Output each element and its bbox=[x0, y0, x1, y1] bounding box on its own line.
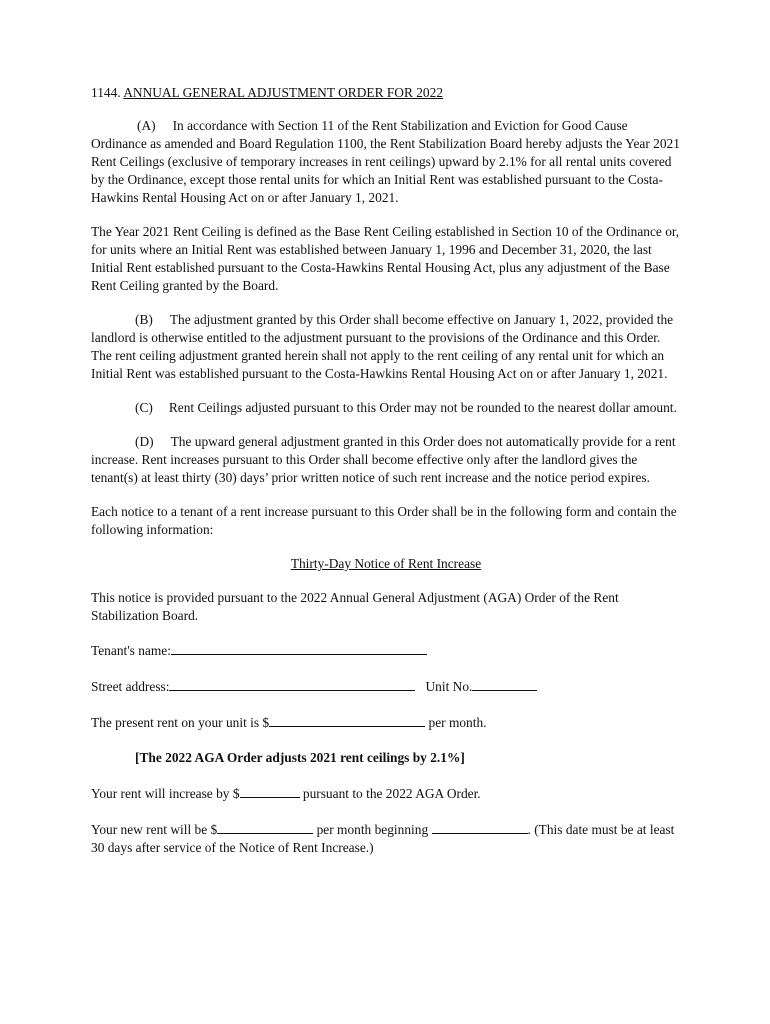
new-rent-label: Your new rent will be $ bbox=[91, 822, 218, 837]
section-a-text: In accordance with Section 11 of the Rent Stabilization and Eviction for Good Cause Ordinance as amended and Board Regulation 1100, the Rent Stabilization Board hereby adjusts the Year 2021 Rent Ceilings (exclusive of temporary increases in rent ceilings) upward by 2.1% for all rental units covered by the Ordinance, except those rental units for which an Initial Rent was established pursuant to the Costa-Hawkins Rental Housing Act on or after January 1, 2021. bbox=[91, 118, 680, 205]
street-address-blank[interactable] bbox=[169, 677, 415, 691]
order-number: 1144. bbox=[91, 85, 121, 100]
aga-bracket-text: [The 2022 AGA Order adjusts 2021 rent ceilings by 2.1%] bbox=[135, 750, 465, 765]
section-c-text: Rent Ceilings adjusted pursuant to this Order may not be rounded to the nearest dollar amount. bbox=[168, 400, 677, 415]
unit-no-blank[interactable] bbox=[472, 677, 537, 691]
rent-increase-label: Your rent will increase by $ bbox=[91, 786, 240, 801]
start-date-blank[interactable] bbox=[432, 820, 528, 834]
per-month-label: per month. bbox=[428, 715, 487, 730]
notice-title-row bbox=[91, 555, 681, 573]
rent-ceiling-definition: The Year 2021 Rent Ceiling is defined as the Base Rent Ceiling established in Section 10 of the Ordinance or, for units where an Initial Rent was established between January 1, 1996 and December 31, 2020, the last Initial Rent established pursuant to the Costa-Hawkins Rental Housing Act, plus any adjustment of the Base Rent Ceiling granted by the Board. bbox=[91, 224, 680, 293]
section-b-paragraph bbox=[91, 311, 681, 383]
section-b-label: (B) bbox=[135, 312, 153, 327]
new-rent-blank[interactable] bbox=[217, 820, 313, 834]
section-d-label: (D) bbox=[135, 434, 154, 449]
tenant-name-row bbox=[91, 641, 681, 660]
new-rent-row bbox=[91, 820, 681, 857]
rent-increase-suffix: pursuant to the 2022 AGA Order. bbox=[302, 786, 481, 801]
section-a-paragraph bbox=[91, 117, 681, 207]
section-c-paragraph bbox=[91, 399, 681, 417]
section-d-paragraph bbox=[91, 433, 681, 487]
document-page bbox=[91, 84, 681, 857]
order-heading bbox=[91, 84, 681, 102]
tenant-name-label: Tenant's name: bbox=[91, 643, 171, 658]
notice-intro-text: This notice is provided pursuant to the 2022 Annual General Adjustment (AGA) Order of the Rent Stabilization Board. bbox=[91, 590, 619, 623]
notice-title: Thirty-Day Notice of Rent Increase bbox=[290, 556, 482, 571]
tenant-name-blank[interactable] bbox=[171, 641, 427, 655]
aga-bracket-row bbox=[91, 749, 681, 767]
section-a-label: (A) bbox=[137, 118, 156, 133]
rent-increase-blank[interactable] bbox=[240, 784, 300, 798]
unit-no-label: Unit No. bbox=[425, 679, 473, 694]
present-rent-row bbox=[91, 713, 681, 732]
notice-intro: Each notice to a tenant of a rent increase pursuant to this Order shall be in the following form and contain the following information: bbox=[91, 504, 677, 537]
present-rent-blank[interactable] bbox=[269, 713, 425, 727]
new-rent-suffix: . (This date must be at least 30 days after service of the Notice of Rent Increase.) bbox=[91, 822, 675, 855]
new-rent-mid: per month beginning bbox=[316, 822, 429, 837]
section-d-text: The upward general adjustment granted in this Order does not automatically provide for a rent increase. Rent increases pursuant to this Order shall become effective only after the landlord gives the tenant(s) at least thirty (30) days’ prior written notice of such rent increase and the notice period expires. bbox=[91, 434, 676, 485]
present-rent-label: The present rent on your unit is $ bbox=[91, 715, 270, 730]
section-b-text: The adjustment granted by this Order shall become effective on January 1, 2022, provided the landlord is otherwise entitled to the adjustment pursuant to the provisions of the Ordinance and this Order. The rent ceiling adjustment granted herein shall not apply to the rent ceiling of any rental unit for which an Initial Rent was established pursuant to the Costa-Hawkins Rental Housing Act on or after January 1, 2021. bbox=[91, 312, 674, 381]
section-c-label: (C) bbox=[135, 400, 153, 415]
street-address-row bbox=[91, 677, 681, 696]
order-title: ANNUAL GENERAL ADJUSTMENT ORDER FOR 2022 bbox=[123, 85, 444, 100]
rent-increase-row bbox=[91, 784, 681, 803]
street-address-label: Street address: bbox=[91, 679, 170, 694]
